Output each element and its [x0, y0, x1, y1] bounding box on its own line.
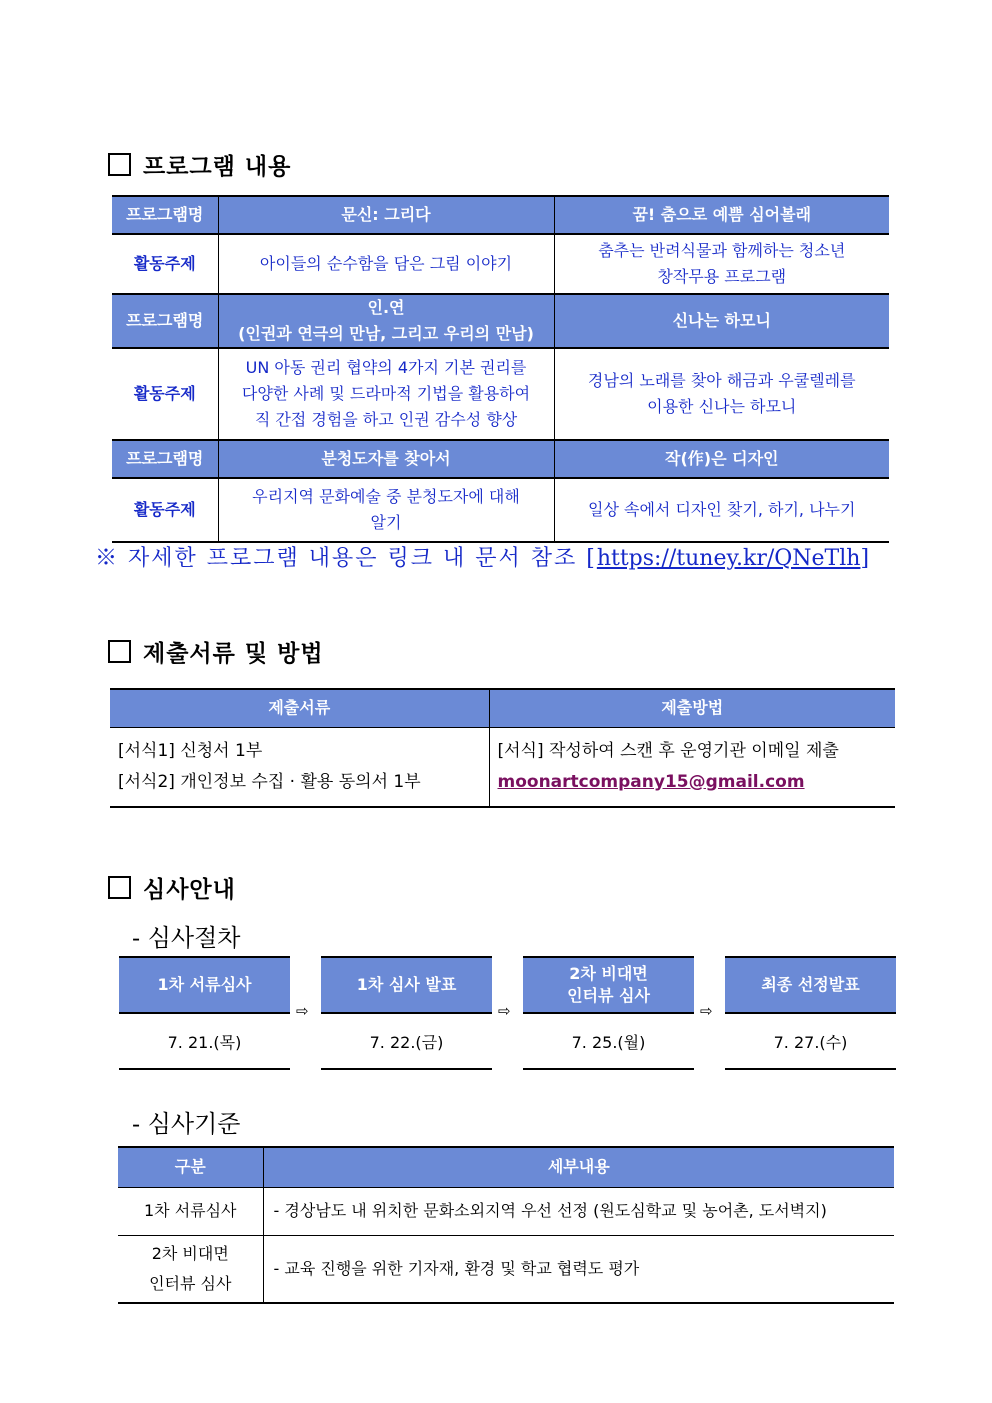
checkbox-square-icon: [108, 640, 131, 663]
email-link[interactable]: moonartcompany15@gmail.com: [497, 771, 805, 792]
checkbox-square-icon: [108, 876, 131, 899]
table-row: [110, 727, 895, 807]
table-row: [112, 478, 889, 542]
detail-cell: - 경상남도 내 위치한 문화소외지역 우선 선정 (원도심학교 및 농어촌, 도서벽지): [263, 1187, 894, 1235]
topic-label: 활동주제: [112, 348, 218, 440]
program-name-label: 프로그램명: [112, 196, 218, 234]
table-row: [112, 234, 889, 294]
step-date: 7. 25.(월): [523, 1014, 694, 1070]
program-name: 꿈! 춤으로 예쁨 심어볼래: [554, 196, 889, 234]
table-row: [118, 1187, 894, 1235]
program-name: 신나는 하모니: [554, 294, 889, 348]
step-date: 7. 21.(목): [119, 1014, 290, 1070]
table-row: [112, 348, 889, 440]
topic-label: 활동주제: [112, 234, 218, 294]
arrow-right-icon: ⇨: [498, 1002, 511, 1020]
table-row: [112, 440, 889, 478]
category-cell: 1차 서류심사: [118, 1187, 263, 1235]
checkbox-square-icon: [108, 153, 131, 176]
table-row: [112, 294, 889, 348]
table-row: [110, 689, 895, 727]
detail-header: 세부내용: [263, 1147, 894, 1187]
procedure-step: [523, 956, 694, 1070]
table-row: [118, 1235, 894, 1303]
topic-cell: UN 아동 권리 협약의 4가지 기본 권리를 다양한 사례 및 드라마적 기법을 활용하여 직 간접 경험을 하고 인권 감수성 향상: [218, 348, 554, 440]
step-label: 2차 비대면 인터뷰 심사: [523, 956, 694, 1014]
program-detail-link[interactable]: https://tuney.kr/QNeTlh: [596, 546, 861, 571]
criteria-title: - 심사기준: [132, 1110, 241, 1138]
category-cell: 2차 비대면 인터뷰 심사: [118, 1235, 263, 1303]
program-name-label: 프로그램명: [112, 294, 218, 348]
method-header: 제출방법: [489, 689, 895, 727]
documents-cell: [서식1] 신청서 1부 [서식2] 개인정보 수집 · 활용 동의서 1부: [110, 727, 489, 807]
topic-cell: 일상 속에서 디자인 찾기, 하기, 나누기: [554, 478, 889, 542]
topic-label: 활동주제: [112, 478, 218, 542]
procedure-step: [321, 956, 492, 1070]
submission-table: [110, 688, 895, 808]
procedure-title: - 심사절차: [132, 924, 241, 952]
program-name: 작(作)은 디자인: [554, 440, 889, 478]
step-date: 7. 27.(수): [725, 1014, 896, 1070]
step-label: 1차 심사 발표: [321, 956, 492, 1014]
submission-section-title: 제출서류 및 방법: [108, 635, 324, 668]
category-header: 구분: [118, 1147, 263, 1187]
program-name: 분청도자를 찾아서: [218, 440, 554, 478]
documents-header: 제출서류: [110, 689, 489, 727]
program-name: 문신: 그리다: [218, 196, 554, 234]
step-date: 7. 22.(금): [321, 1014, 492, 1070]
step-label: 최종 선정발표: [725, 956, 896, 1014]
topic-cell: 우리지역 문화예술 중 분청도자에 대해 알기: [218, 478, 554, 542]
topic-cell: 경남의 노래를 찾아 해금과 우쿨렐레를 이용한 신나는 하모니: [554, 348, 889, 440]
detail-cell: - 교육 진행을 위한 기자재, 환경 및 학교 협력도 평가: [263, 1235, 894, 1303]
table-row: [112, 196, 889, 234]
program-detail-note: ※ 자세한 프로그램 내용은 링크 내 문서 참조 [https://tuney.kr/QNeTlh]: [95, 546, 872, 571]
procedure-step: [119, 956, 290, 1070]
topic-cell: 춤추는 반려식물과 함께하는 청소년 창작무용 프로그램: [554, 234, 889, 294]
topic-cell: 아이들의 순수함을 담은 그림 이야기: [218, 234, 554, 294]
program-section-title: 프로그램 내용: [108, 148, 291, 181]
program-table: [112, 195, 889, 543]
review-section-title: 심사안내: [108, 871, 236, 904]
program-name-label: 프로그램명: [112, 440, 218, 478]
procedure-step: [725, 956, 896, 1070]
arrow-right-icon: ⇨: [700, 1002, 713, 1020]
table-row: [118, 1147, 894, 1187]
step-label: 1차 서류심사: [119, 956, 290, 1014]
method-cell: [서식] 작성하여 스캔 후 운영기관 이메일 제출 moonartcompany15@gmail.com: [489, 727, 895, 807]
criteria-table: [118, 1146, 894, 1304]
arrow-right-icon: ⇨: [296, 1002, 309, 1020]
program-name: 인.연 (인권과 연극의 만남, 그리고 우리의 만남): [218, 294, 554, 348]
